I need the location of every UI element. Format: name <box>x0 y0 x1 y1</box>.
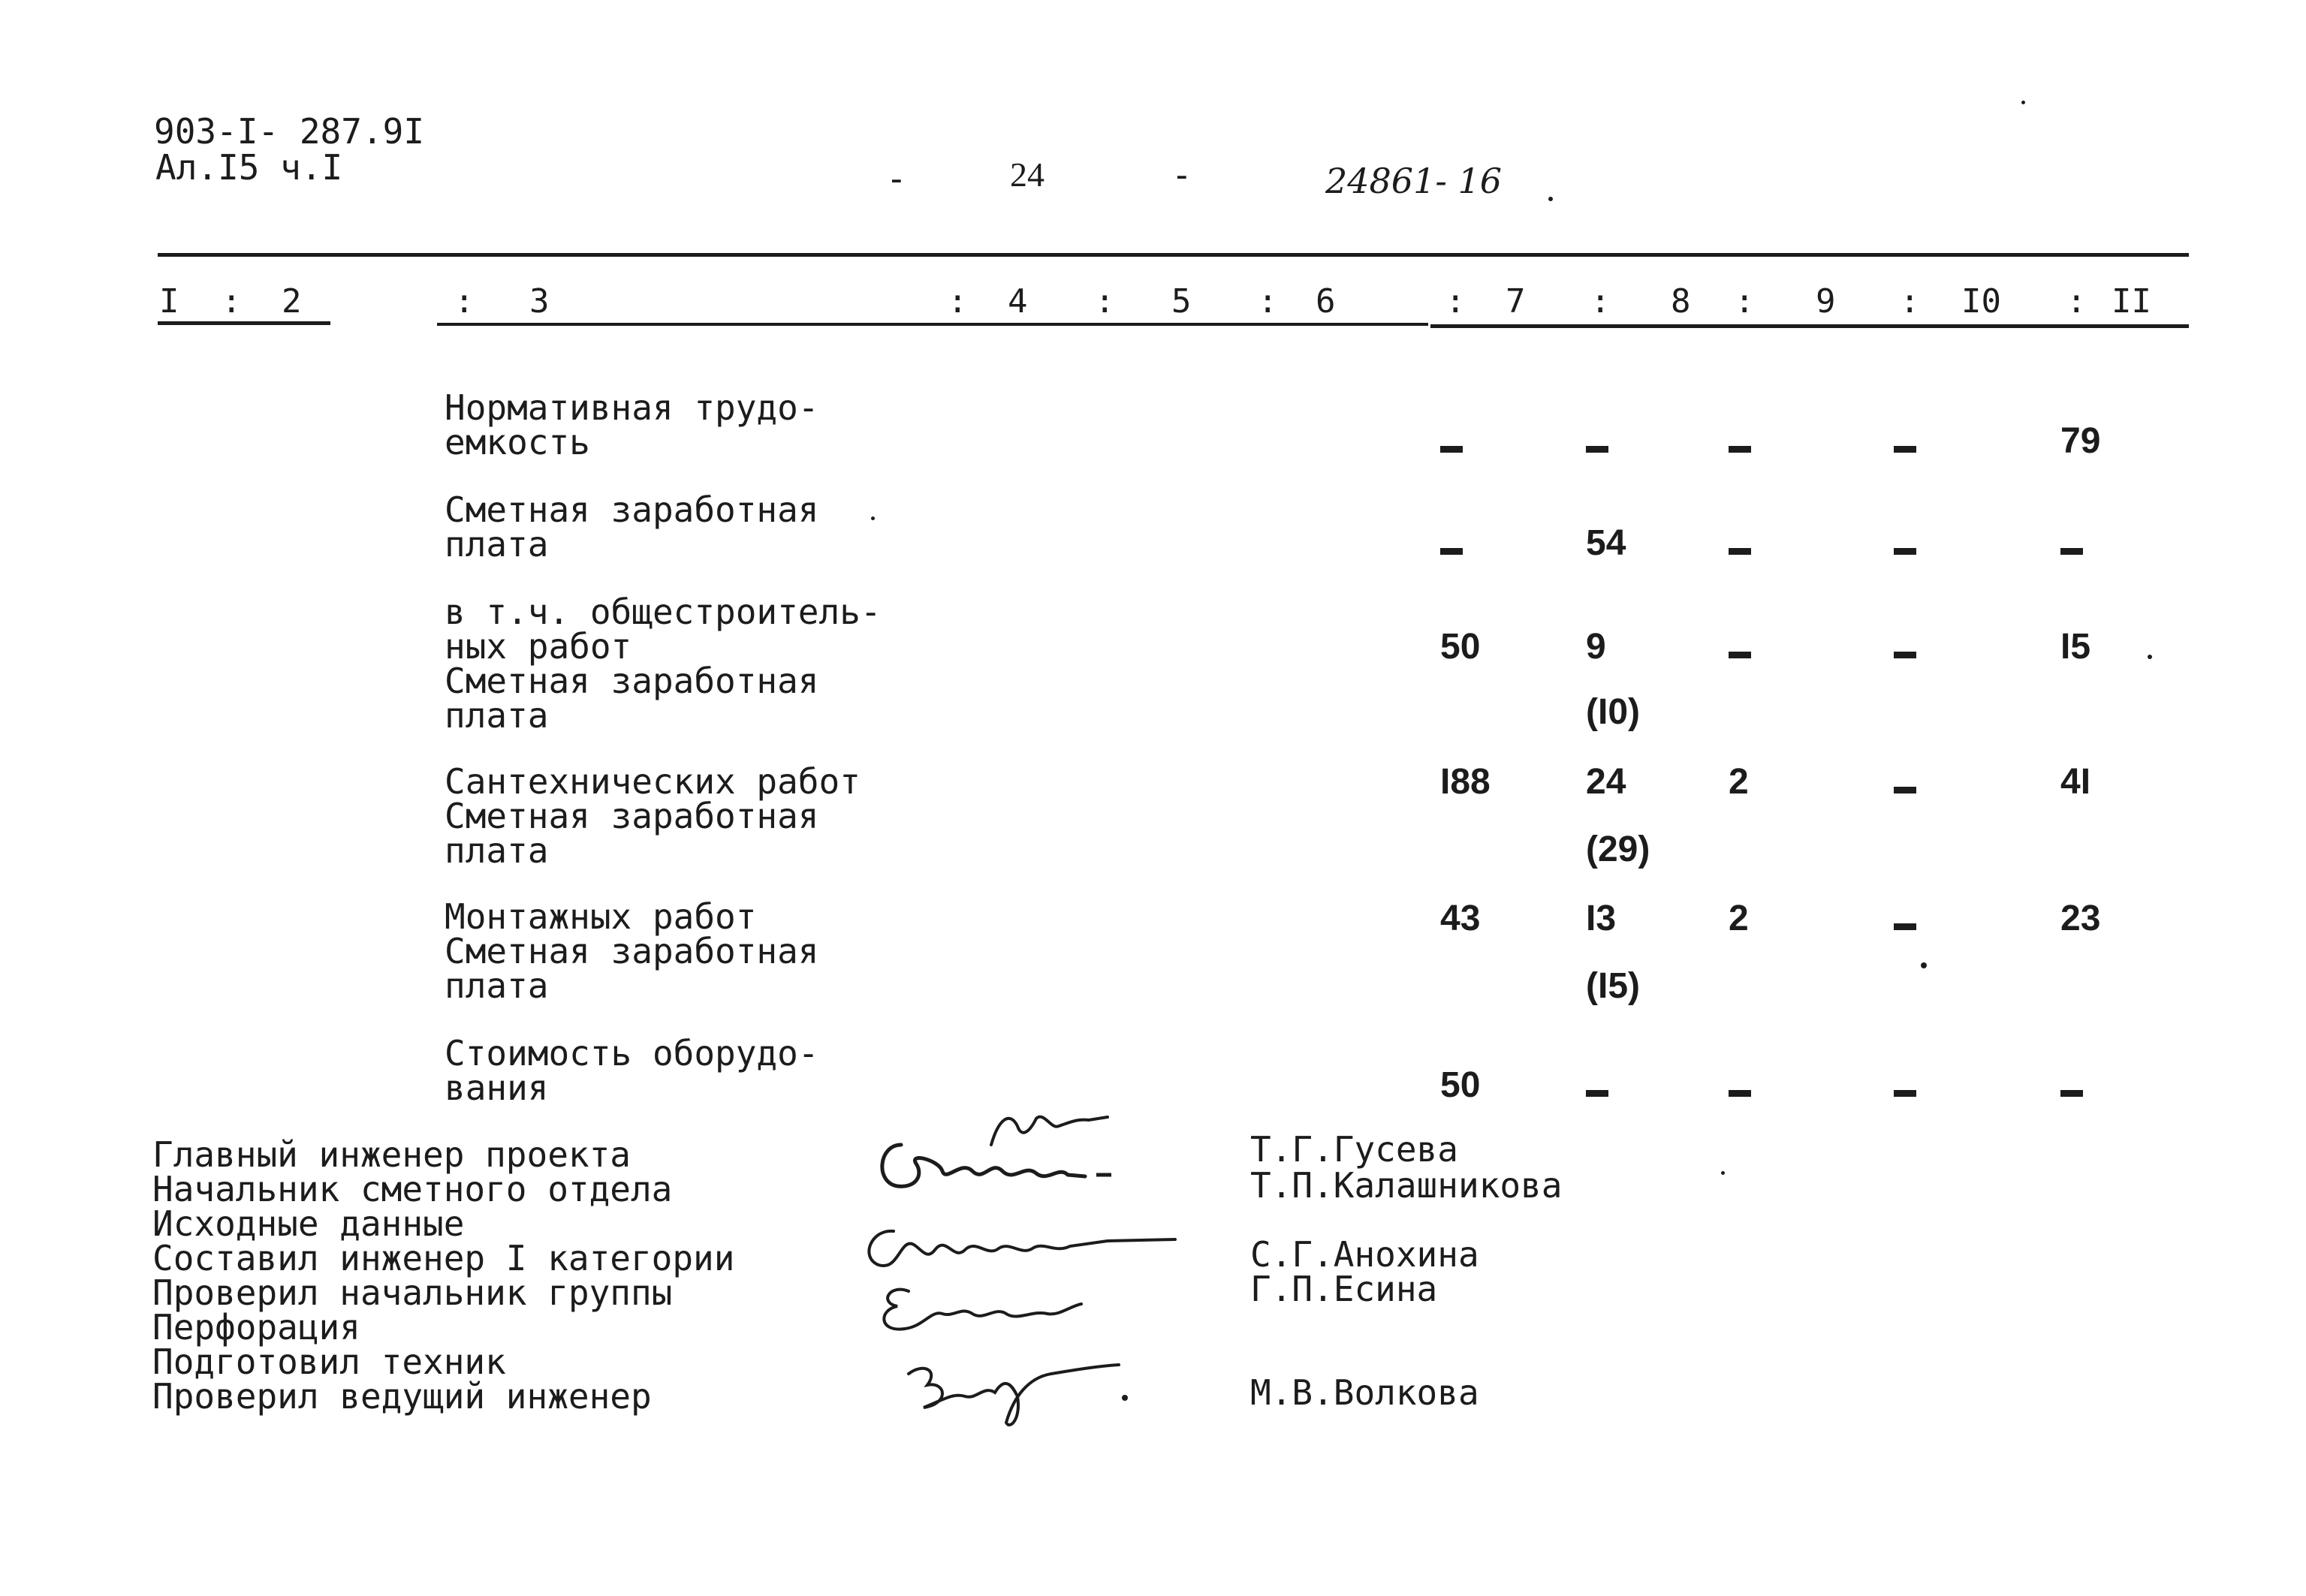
row-label-sanitary-works: Сантехнических работ Сметная заработная плата <box>445 761 861 871</box>
row2-col7 <box>1440 525 1463 562</box>
row6-col8 <box>1586 1068 1608 1104</box>
role-checked-group-head: Проверил начальник группы <box>152 1272 673 1313</box>
row2-col9 <box>1729 525 1751 562</box>
empty-value-dash <box>1440 548 1463 555</box>
column-separator: : <box>1590 282 1611 321</box>
row1-col7 <box>1440 423 1463 459</box>
empty-value-dash <box>1729 1090 1751 1097</box>
role-chief-engineer: Главный инженер проекта <box>152 1134 631 1175</box>
column-separator: : <box>1900 282 1920 321</box>
role-checked-lead-engineer: Проверил ведущий инженер <box>152 1376 652 1417</box>
empty-value-dash <box>1894 652 1916 658</box>
empty-value-dash <box>1894 787 1916 793</box>
name-gouseva: Т.Г.Гусева <box>1250 1129 1458 1170</box>
empty-value-dash <box>1729 652 1751 658</box>
page-number: 24 <box>1010 155 1044 194</box>
column-header-6: 6 <box>1316 282 1336 321</box>
row4-col8-sub: (29) <box>1586 830 1650 869</box>
signature-roles <box>152 1134 735 1417</box>
column-header-2: 2 <box>282 282 302 321</box>
empty-value-dash <box>1729 548 1751 555</box>
role-perforation: Перфорация <box>152 1307 360 1348</box>
row4-col9: 2 <box>1729 762 1749 802</box>
row4-col11: 4I <box>2060 762 2091 802</box>
header-top-rule <box>158 253 2189 257</box>
row-label-equipment-cost: Стоимость оборудо- вания <box>445 1033 819 1108</box>
empty-value-dash <box>1729 446 1751 453</box>
header-underline <box>158 321 330 325</box>
column-separator: : <box>1258 282 1278 321</box>
column-header-5: 5 <box>1171 282 1192 321</box>
scan-speck <box>871 516 875 520</box>
row5-col7: 43 <box>1440 899 1481 938</box>
role-prepared-technician: Подготовил техник <box>152 1342 506 1382</box>
column-separator: : <box>948 282 968 321</box>
row1-col10 <box>1894 423 1916 459</box>
row1-col11: 79 <box>2060 421 2101 461</box>
scan-speck <box>2148 655 2152 659</box>
inventory-number: 24861- 16 <box>1325 161 1503 201</box>
empty-value-dash <box>1586 1090 1608 1097</box>
row5-col9: 2 <box>1729 899 1749 938</box>
row-label-estimated-wage: Сметная заработная плата <box>445 489 819 565</box>
scan-speck <box>1548 197 1553 201</box>
row4-col7: I88 <box>1440 762 1491 802</box>
row2-col8: 54 <box>1586 523 1626 563</box>
document-code: 903-I- 287.9I <box>154 111 425 152</box>
column-header-11: II <box>2112 282 2151 321</box>
column-header-7: 7 <box>1506 282 1526 321</box>
column-header-4: 4 <box>1008 282 1028 321</box>
column-separator: : <box>1445 282 1466 321</box>
row6-col9 <box>1729 1068 1751 1104</box>
row5-col8: I3 <box>1586 899 1617 938</box>
column-separator: : <box>222 282 242 321</box>
signature-esina <box>871 1272 1096 1340</box>
signature-anokhina <box>852 1212 1183 1280</box>
column-separator: : <box>1735 282 1755 321</box>
signature-kalashnikova <box>871 1130 1141 1197</box>
column-header-3: 3 <box>529 282 550 321</box>
scan-speck <box>2021 101 2025 104</box>
name-kalashnikova: Т.П.Калашникова <box>1250 1165 1563 1206</box>
album-reference: Ал.I5 ч.I <box>155 147 343 188</box>
empty-value-dash <box>2060 548 2083 555</box>
role-input-data: Исходные данные <box>152 1203 465 1244</box>
empty-value-dash <box>1894 1090 1916 1097</box>
column-header-8: 8 <box>1671 282 1691 321</box>
empty-value-dash <box>1894 548 1916 555</box>
row4-col8: 24 <box>1586 762 1626 802</box>
row6-col7: 50 <box>1440 1065 1481 1105</box>
row1-col8 <box>1586 423 1608 459</box>
row5-col8-sub: (I5) <box>1586 966 1640 1006</box>
row6-col10 <box>1894 1068 1916 1104</box>
row2-col10 <box>1894 525 1916 562</box>
row-label-installation-works: Монтажных работ Сметная заработная плата <box>445 896 819 1006</box>
header-underline <box>1430 324 2189 328</box>
name-volkova: М.В.Волкова <box>1250 1372 1479 1413</box>
row2-col11 <box>2060 525 2083 562</box>
row3-col8-sub: (I0) <box>1586 692 1640 732</box>
row1-col9 <box>1729 423 1751 459</box>
scan-speck <box>1721 1171 1725 1175</box>
column-separator: : <box>2066 282 2087 321</box>
row3-col11: I5 <box>2060 627 2091 667</box>
column-header-9: 9 <box>1816 282 1836 321</box>
signature-volkova <box>894 1351 1141 1434</box>
column-header-10: I0 <box>1961 282 2001 321</box>
row3-col8: 9 <box>1586 627 1606 667</box>
empty-value-dash <box>1586 446 1608 453</box>
page-dash-left: - <box>886 158 907 199</box>
row4-col10 <box>1894 764 1916 800</box>
column-header-1: I <box>159 282 179 321</box>
name-anokhina: С.Г.Анохина <box>1250 1234 1479 1275</box>
role-compiled-by: Составил инженер I категории <box>152 1238 735 1278</box>
empty-value-dash <box>1894 923 1916 930</box>
row6-col11 <box>2060 1068 2083 1104</box>
empty-value-dash <box>2060 1090 2083 1097</box>
header-underline <box>437 323 1428 326</box>
role-head-estimate-dept: Начальник сметного отдела <box>152 1169 673 1209</box>
row5-col11: 23 <box>2060 899 2101 938</box>
row-label-general-construction: в т.ч. общестроитель- ных работ Сметная заработная плата <box>445 592 882 736</box>
row-label-labor-norm: Нормативная трудо- емкость <box>445 387 819 462</box>
empty-value-dash <box>1894 446 1916 453</box>
row5-col10 <box>1894 901 1916 937</box>
row3-col10 <box>1894 629 1916 665</box>
row3-col7: 50 <box>1440 627 1481 667</box>
empty-value-dash <box>1440 446 1463 453</box>
row3-col9 <box>1729 629 1751 665</box>
column-separator: : <box>1095 282 1115 321</box>
name-esina: Г.П.Есина <box>1250 1269 1438 1309</box>
column-separator: : <box>454 282 475 321</box>
page-dash-right: - <box>1171 155 1192 195</box>
scan-speck <box>1921 962 1927 968</box>
